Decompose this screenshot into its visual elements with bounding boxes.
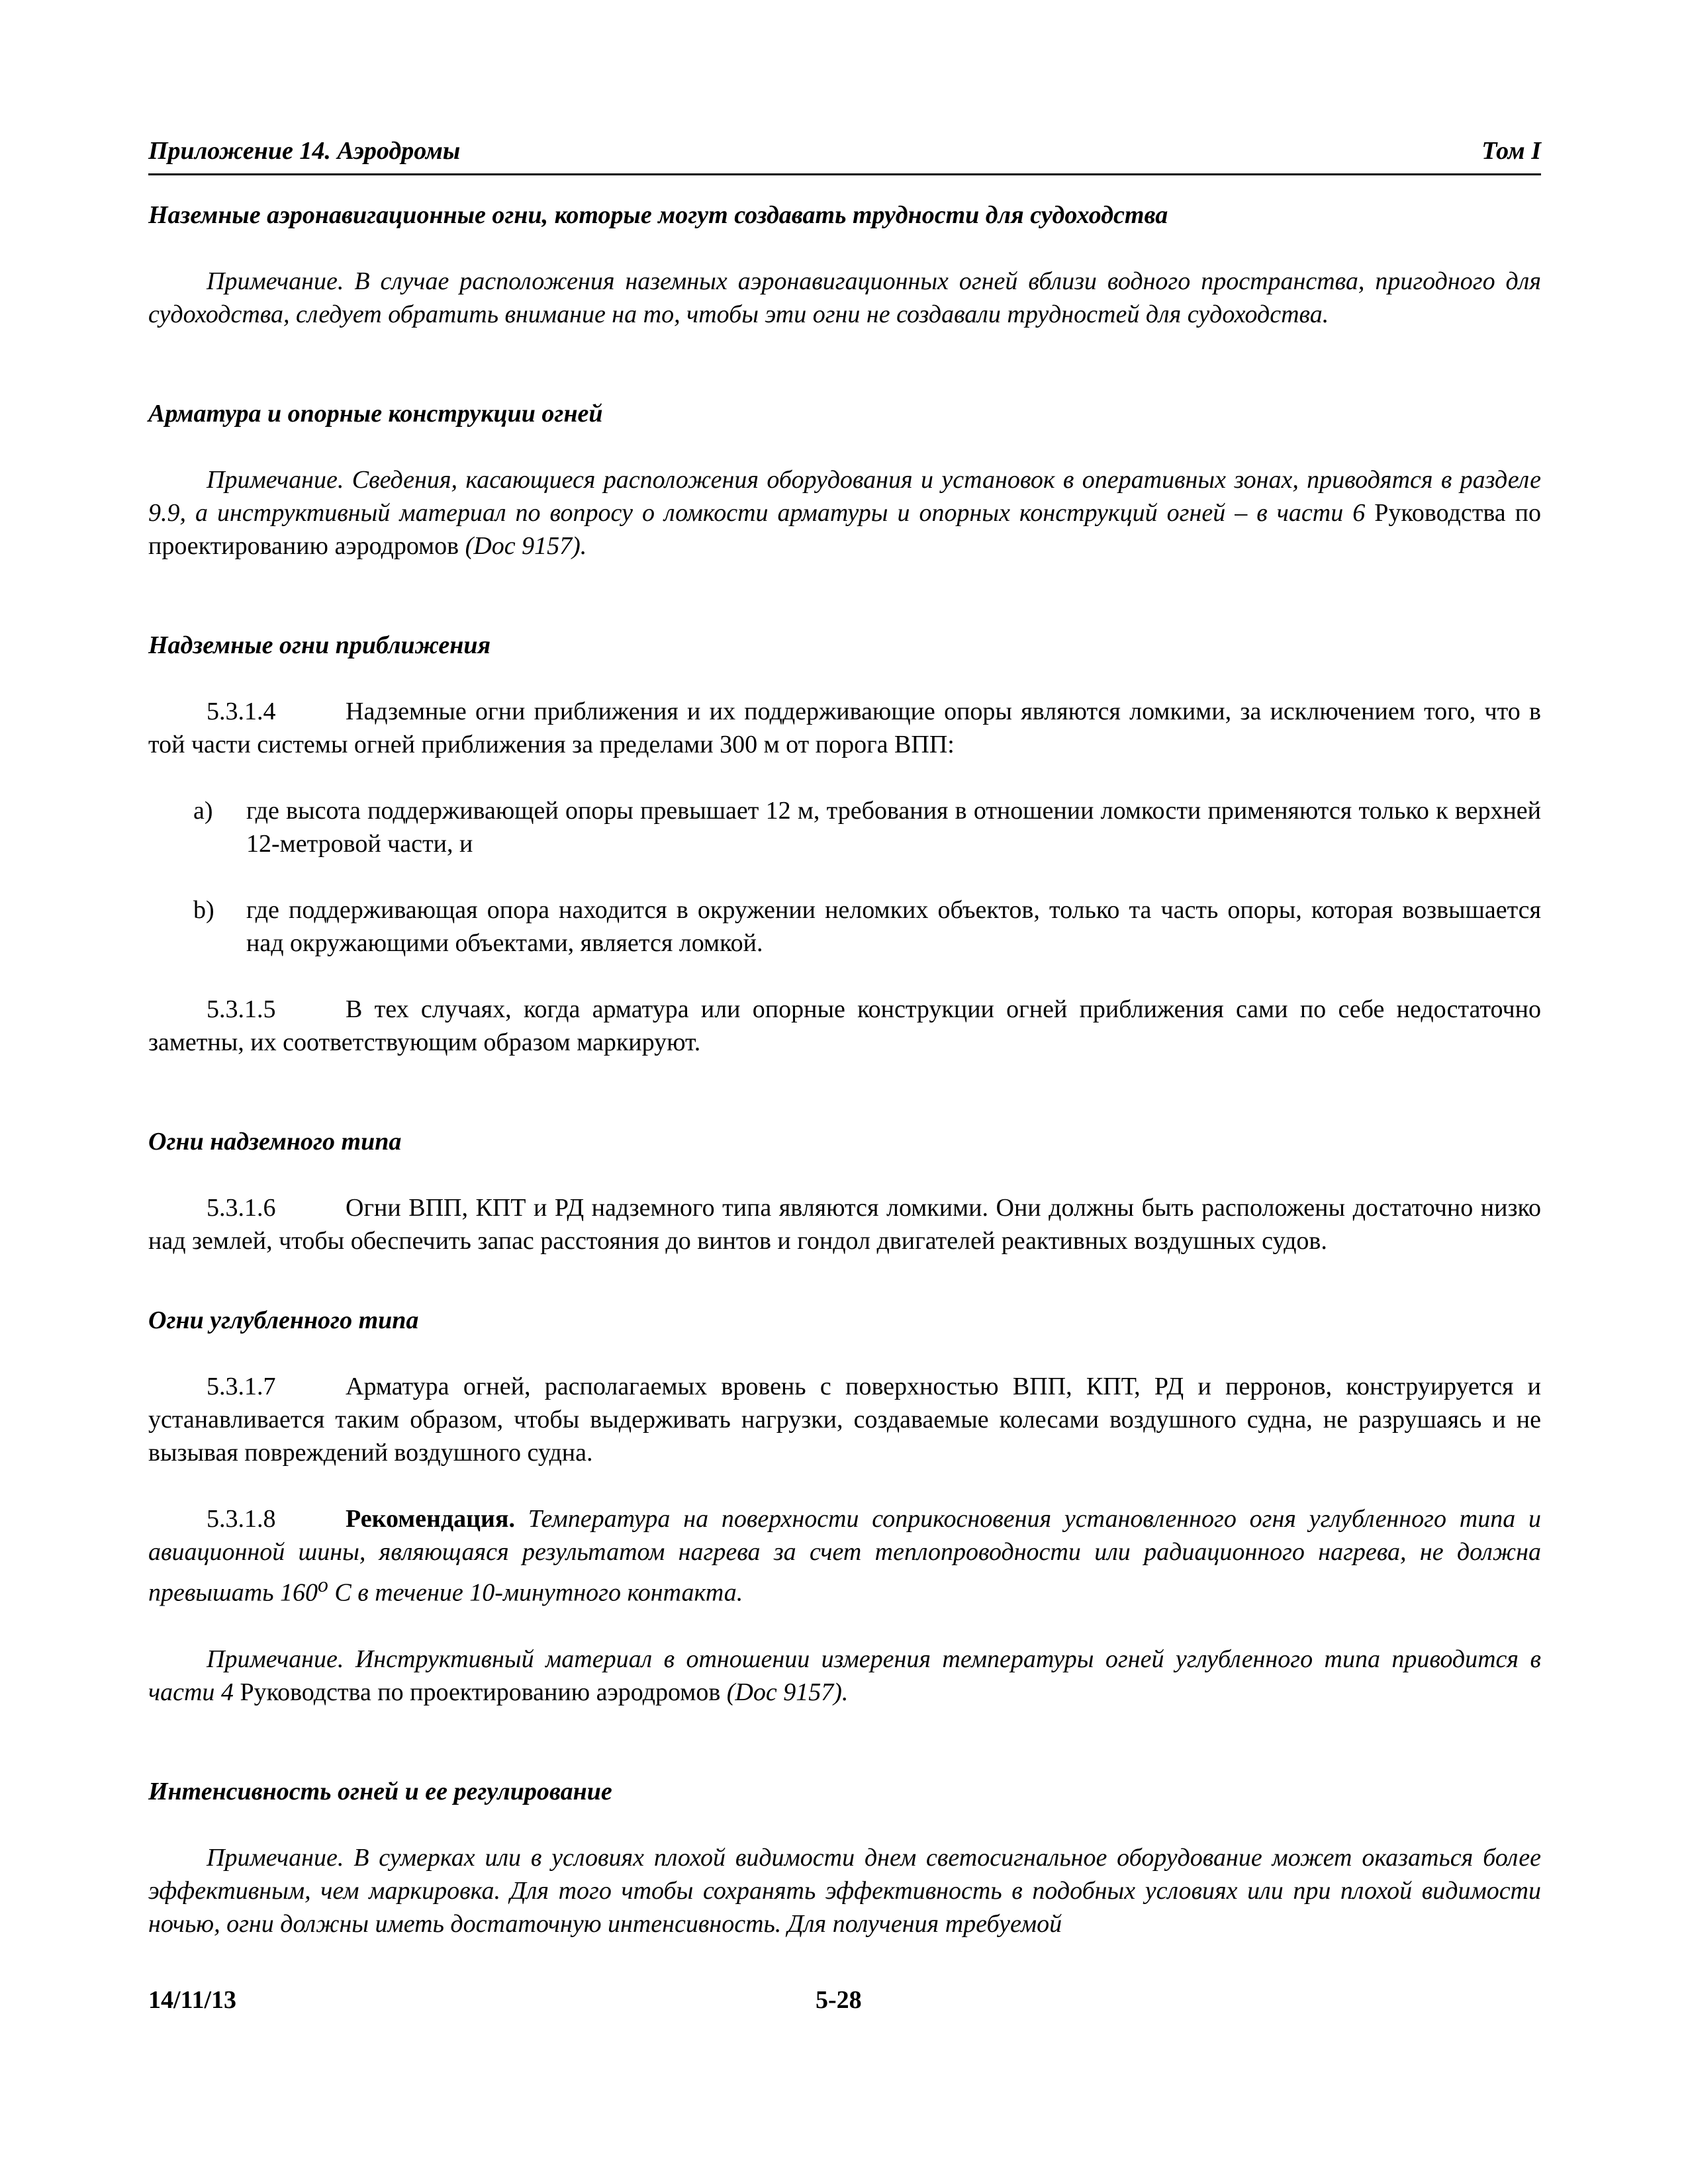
list-marker: a) (193, 797, 213, 825)
header-title: Приложение 14. Аэродромы (148, 137, 461, 165)
note-fixtures: Примечание. Сведения, касающиеся расположения оборудования и установок в оперативных зонах, приводятся в разделе 9.9, а инструктивный материал по вопросу о ломкости арматуры и опорных конструкций огней – в части 6 Руководства по проектированию аэродромов (Doc 9157). (148, 466, 1541, 560)
paragraph-5-3-1-8: 5.3.1.8 Рекомендация. Температура на поверхности соприкосновения установленного огня углубленного типа и авиационной шины, являющаяся результатом нагрева за счет теплопроводности или радиационного нагрева, не должна превышать $160^о$ С в течение 10-минутного контакта. (148, 1502, 1541, 1610)
note-navigation: Примечание. В случае расположения наземных аэронавигационных огней вблизи водного пространства, пригодного для судоходства, следует обратить внимание на то, чтобы эти огни не создавали трудностей для судоходства. (148, 267, 1541, 328)
note-intensity: Примечание. В сумерках или в условиях плохой видимости днем светосигнальное оборудование может оказаться более эффективным, чем маркировка. Для того чтобы сохранять эффективность в подобных условиях или при плохой видимости ночью, огни должны иметь достаточную интенсивность. Для получения требуемой (148, 1843, 1541, 1938)
recommendation-label: Рекомендация. (346, 1505, 515, 1533)
note-inset-lights: Примечание. Инструктивный материал в отношении измерения температуры огней углубленного типа приводится в части 4 Руководства по проектированию аэродромов (Doc 9157). (148, 1645, 1541, 1706)
header-volume: Том I (1481, 137, 1541, 165)
footer-page-number: 5-28 (816, 1986, 862, 2014)
paragraph-number: 5.3.1.4 (207, 698, 276, 725)
section-heading-elevated-approach: Надземные огни приближения (148, 631, 491, 659)
manual-reference: Руководства по проектированию аэродромов (240, 1678, 721, 1706)
manual-reference: Руководства по проектированию аэродромов (148, 499, 1541, 560)
section-heading-navigation: Наземные аэронавигационные огни, которые могут создавать трудности для судоходства (148, 201, 1168, 229)
section-heading-fixtures: Арматура и опорные конструкции огней (148, 400, 603, 428)
section-heading-inset-lights: Огни углубленного типа (148, 1306, 419, 1334)
list-item-b: b) где поддерживающая опора находится в окружении неломких объектов, только та часть опоры, которая возвышается над окружающими объектами, является ломкой. (148, 893, 1541, 960)
page-content (148, 199, 1541, 1940)
paragraph-5-3-1-4: 5.3.1.4 Надземные огни приближения и их поддерживающие опоры являются ломкими, за исключением того, что в той части системы огней приближения за пределами 300 м от порога ВПП: (148, 695, 1541, 761)
paragraph-5-3-1-6: 5.3.1.6 Огни ВПП, КПТ и РД надземного типа являются ломкими. Они должны быть расположены достаточно низко над землей, чтобы обеспечить запас расстояния до винтов и гондол двигателей реактивных воздушных судов. (148, 1191, 1541, 1257)
paragraph-5-3-1-7: 5.3.1.7 Арматура огней, располагаемых вровень с поверхностью ВПП, КПТ, РД и перронов, конструируется и устанавливается таким образом, чтобы выдерживать нагрузки, создаваемые колесами воздушного судна, не разрушаясь и не вызывая повреждений воздушного судна. (148, 1370, 1541, 1469)
list-marker: b) (193, 896, 214, 924)
section-heading-elevated-lights: Огни надземного типа (148, 1128, 402, 1156)
page-header (148, 131, 1541, 175)
list-item-a: a) где высота поддерживающей опоры превышает 12 м, требования в отношении ломкости применяются только к верхней 12-метровой части, и (148, 794, 1541, 860)
paragraph-number: 5.3.1.7 (207, 1373, 276, 1400)
paragraph-number: 5.3.1.8 (207, 1505, 276, 1533)
paragraph-number: 5.3.1.6 (207, 1194, 276, 1222)
footer-date: 14/11/13 (148, 1986, 237, 2014)
paragraph-number: 5.3.1.5 (207, 995, 276, 1023)
paragraph-5-3-1-5: 5.3.1.5 В тех случаях, когда арматура или опорные конструкции огней приближения сами по себе недостаточно заметны, их соответствующим образом маркируют. (148, 993, 1541, 1059)
section-heading-intensity: Интенсивность огней и ее регулирование (148, 1777, 612, 1805)
